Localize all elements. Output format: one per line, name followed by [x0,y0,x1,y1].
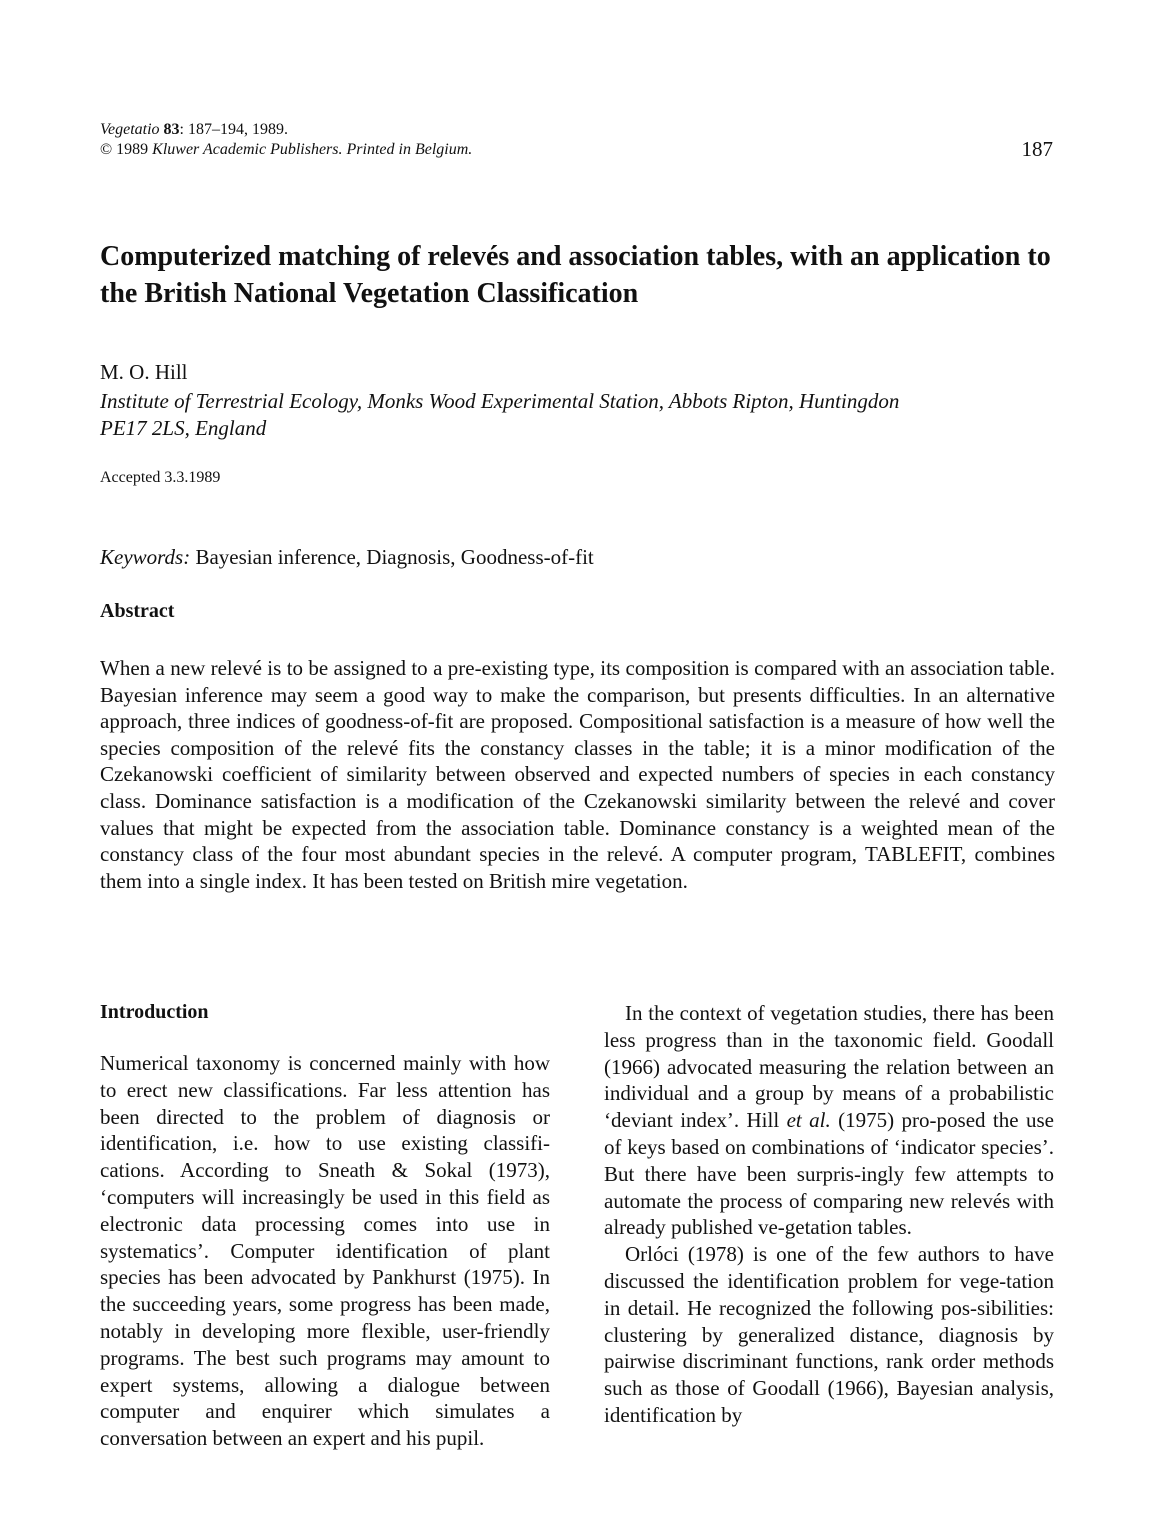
para2-et-al: et al. [786,1108,831,1133]
introduction-paragraph-1: Numerical taxonomy is concerned mainly with how to erect new classifications. Far less attention has been directed to the problem of diagnosis or identification, i.e. how to use existing classifi-cations. According to Sneath & Sokal (1973), ‘computers will increasingly be used in this field as electronic data processing comes into use in systematics’. Computer identification of plant species has been advocated by Pankhurst (1975). In the succeeding years, some progress has been made, notably in developing more flexible, user-friendly programs. The best such programs may amount to expert systems, allowing a dialogue between computer and enquirer which simulates a conversation between an expert and his pupil. [100,1051,550,1451]
keywords-label: Keywords: [100,545,191,569]
journal-volume: 83 [163,121,180,138]
para2-text-after: (1975) pro-posed the use of keys based on combinations of ‘indicator species’. But there have been surpris-ingly few attempts to automate the process of comparing new relevés with already published ve-getation tables. [604,1108,1054,1240]
para2-text-before: In the context of vegetation studies, there has been less progress than in the taxonomic field. Goodall (1966) advocated measuring the relation between an individual and a group by means of a probabilistic ‘deviant index’. Hill [604,1001,1054,1133]
abstract-heading: Abstract [100,600,175,622]
page-number: 187 [1021,137,1053,161]
article-title: Computerized matching of relevés and association tables, with an application to the British National Vegetation Classification [100,241,1051,309]
copyright-prefix: © 1989 [100,141,153,158]
author: M. O. Hill [100,360,188,384]
introduction-heading: Introduction [100,1001,209,1023]
copyright-line [100,140,472,160]
affiliation-line-2: PE17 2LS, England [100,416,267,440]
affiliation-line-1: Institute of Terrestrial Ecology, Monks Wood Experimental Station, Abbots Ripton, Huntingdon [100,389,900,413]
introduction-paragraph-2 [604,1000,1054,1241]
right-column [604,1000,1054,1429]
affiliation [100,388,1000,442]
accepted-date: Accepted 3.3.1989 [100,469,221,486]
left-column [100,1000,550,1452]
publisher: Kluwer Academic Publishers. Printed in Belgium. [152,141,473,158]
abstract-text: When a new relevé is to be assigned to a pre-existing type, its composition is compared with an association table. Bayesian inference may seem a good way to make the comparison, but presents difficulties. In an alternative approach, three indices of goodness-of-fit are proposed. Compositional satisfaction is a measure of how well the species composition of the relevé fits the constancy classes in the table; it is a minor modification of the Czekanowski coefficient of similarity between observed and expected numbers of species in each constancy class. Dominance satisfaction is a modification of the Czekanowski similarity between the relevé and cover values that might be expected from the association table. Dominance constancy is a weighted mean of the constancy class of the four most abundant species in the relevé. A computer program, TABLEFIT, combines them into a single index. It has been tested on British mire vegetation. [100,656,1055,893]
keywords [100,545,594,570]
keywords-list: Bayesian inference, Diagnosis, Goodness-of-fit [195,545,594,569]
journal-pages-year: : 187–194, 1989. [179,121,288,138]
journal-name: Vegetatio [100,121,160,138]
journal-line [100,120,472,140]
journal-citation [100,120,472,160]
introduction-paragraph-3: Orlóci (1978) is one of the few authors to have discussed the identification problem for vege-tation in detail. He recognized the following pos-sibilities: clustering by generalized distance, diagnosis by pairwise discriminant functions, rank order methods such as those of Goodall (1966), Bayesian analysis, identification by [604,1242,1054,1427]
